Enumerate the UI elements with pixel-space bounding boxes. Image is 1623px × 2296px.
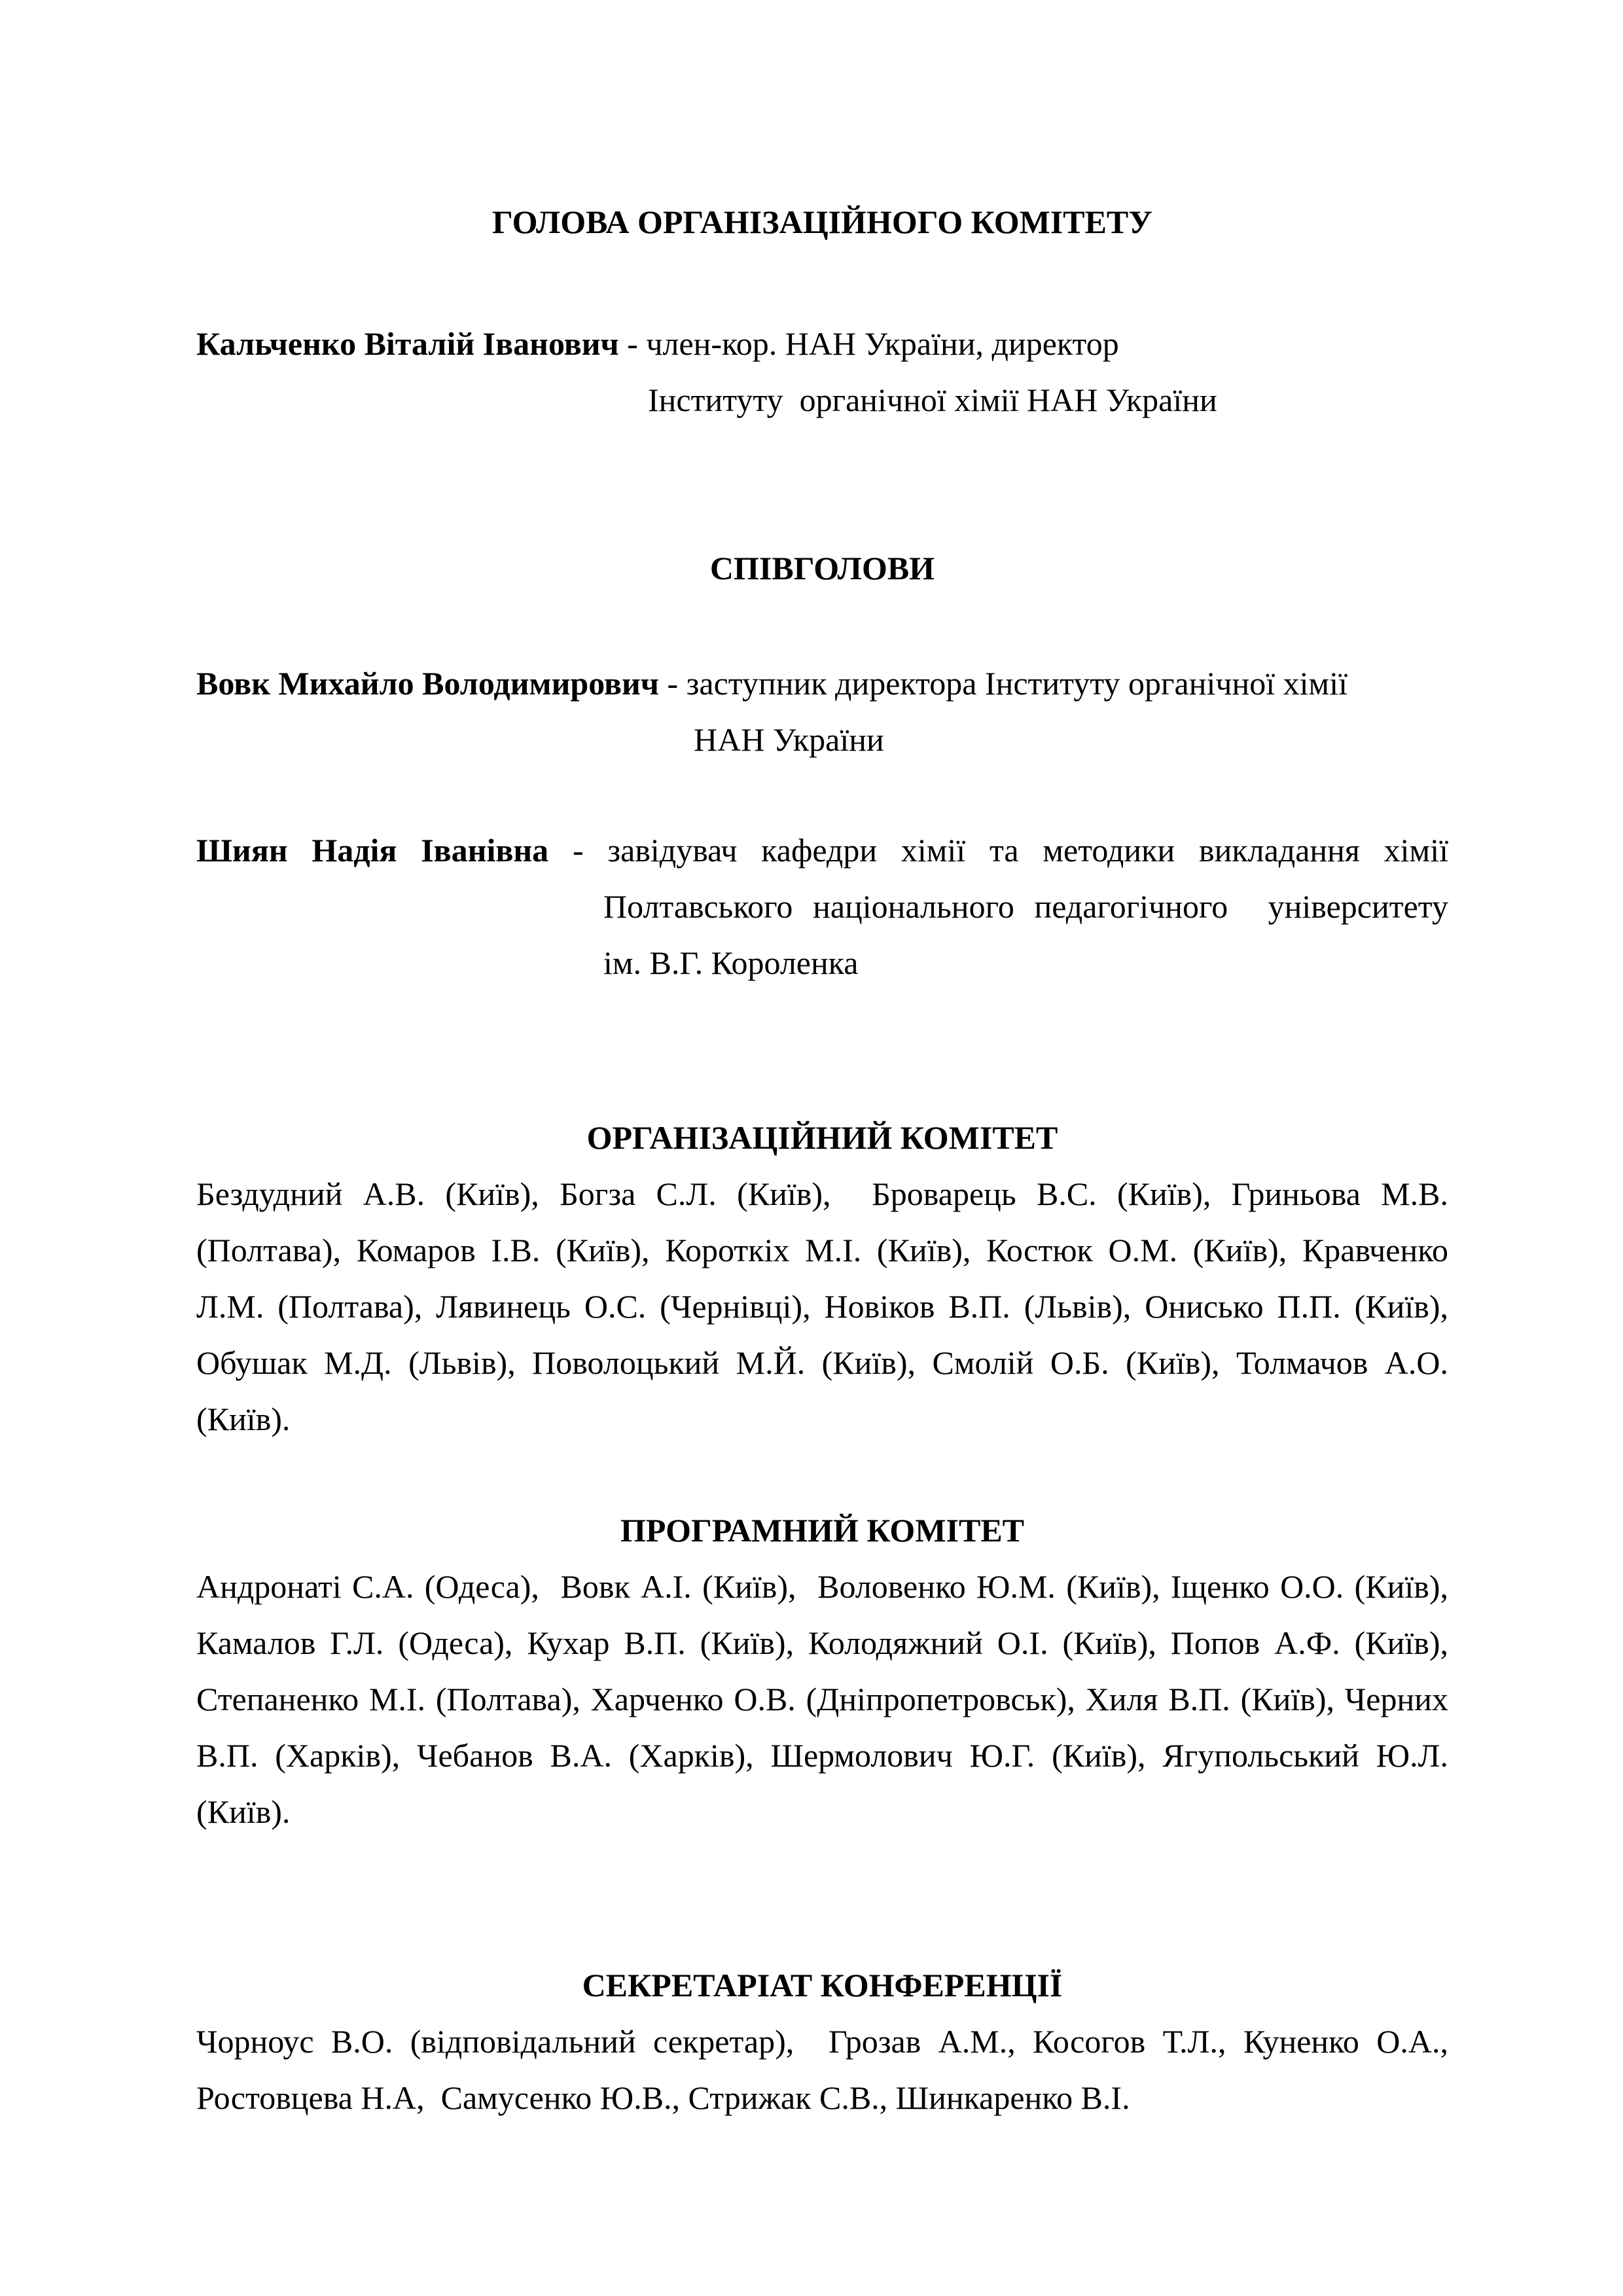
org-committee-members: Бездудний А.В. (Київ), Богза С.Л. (Київ), Броварець В.С. (Київ), Гриньова М.В. (Полтава), Комаров І.В. (Київ), Короткіх М.І. (Київ), Костюк О.М. (Київ), Кравченко Л.М. (Полтава), Лявинець О.С. (Чернівці), Новіков В.П. (Львів), Онисько П.П. (Київ), Обушак М.Д. (Львів), Поволоцький М.Й. (Київ), Смолій О.Б. (Київ), Толмачов А.О. (Київ).	[196, 1175, 1448, 1437]
cochair2-line1	[196, 822, 1448, 878]
cochair1-line2: НАН України	[694, 721, 884, 758]
program-committee-members: Андронаті С.А. (Одеса), Вовк А.І. (Київ), Воловенко Ю.М. (Київ), Іщенко О.О. (Київ), Камалов Г.Л. (Одеса), Кухар В.П. (Київ), Колодяжний О.І. (Київ), Попов А.Ф. (Київ), Степаненко М.І. (Полтава), Харченко О.В. (Дніпропетровськ), Хиля В.П. (Київ), Черних В.П. (Харків), Чебанов В.А. (Харків), Шермолович Ю.Г. (Київ), Ягупольський Ю.Л. (Київ).	[196, 1568, 1448, 1830]
cochair2-role: - завідувач кафедри хімії та методики викладання хімії	[548, 832, 1448, 869]
cochair2-line3: ім. В.Г. Короленка	[603, 944, 859, 981]
chairman-line1	[196, 315, 1448, 372]
cochairs-heading: СПІВГОЛОВИ	[709, 550, 935, 586]
chairman-role: - член-кор. НАН України, директор	[618, 325, 1119, 362]
cochair2-line2: Полтавського національного педагогічного університету	[603, 888, 1448, 925]
cochair1-name: Вовк Михайло Володимирович	[196, 665, 659, 702]
secretariat-members: Чорноус В.О. (відповідальний секретар), Грозав А.М., Косогов Т.Л., Куненко О.А., Ростовцева Н.А, Самусенко Ю.В., Стрижак С.В., Шинкаренко В.І.	[196, 2023, 1448, 2116]
program-committee-heading: ПРОГРАМНИЙ КОМІТЕТ	[620, 1512, 1025, 1549]
org-committee-heading: ОРГАНІЗАЦІЙНИЙ КОМІТЕТ	[586, 1119, 1058, 1156]
cochair1-line1	[196, 655, 1448, 711]
chairman-line2: Інституту органічної хімії НАН України	[648, 382, 1217, 418]
chairman-name: Кальченко Віталій Іванович	[196, 325, 619, 362]
cochair-entry-shyian	[196, 822, 1448, 991]
cochair1-role: - заступник директора Інституту органічної хімії	[658, 665, 1347, 702]
chairman-entry	[196, 315, 1448, 428]
cochair2-name: Шиян Надія Іванівна	[196, 832, 549, 869]
secretariat-heading: СЕКРЕТАРІАТ КОНФЕРЕНЦІЇ	[582, 1967, 1063, 2003]
cochair-entry-vovk	[196, 655, 1448, 768]
main-heading: ГОЛОВА ОРГАНІЗАЦІЙНОГО КОМІТЕТУ	[492, 204, 1152, 240]
